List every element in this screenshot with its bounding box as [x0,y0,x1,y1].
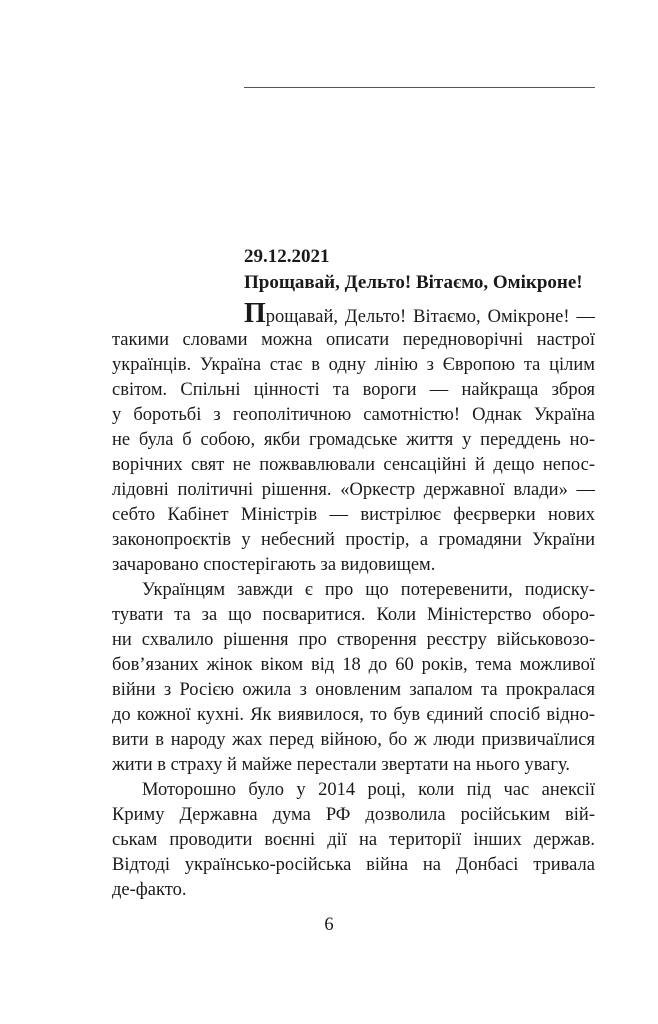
text-line: Криму Державна дума РФ дозволила російським вій- [112,805,595,825]
page-number: 6 [324,915,334,935]
text-line: війни з Росією ожила з оновленим запалом та прокралася [112,680,595,700]
text-line: ворічних свят не пожвавлювали сенсаційні й дещо непос- [112,455,595,475]
text-line-content: рощавай, Дельто! Вітаємо, Омікроне! — [265,307,595,327]
text-line: Відтоді українсько-російська війна на Донбасі тривала [112,855,595,875]
text-line: вити в народу жах перед війною, бо ж люди призвичаїлися [112,730,595,750]
text-line: бов’язаних жінок віком від 18 до 60 років, тема можливої [112,655,595,675]
text-line: світом. Спільні цінності та вороги — найкраща зброя [112,380,595,400]
text-line: зачаровано спостерігають за видовищем. [112,555,436,575]
text-line: такими словами можна описати передноворічні настрої [112,330,595,350]
text-line [244,298,595,329]
text-line: у боротьбі з геополітичною самотністю! Однак Україна [112,405,595,425]
text-line: де-факто. [112,880,187,900]
text-line: ни схвалило рішення про створення реєстру військовозо- [112,630,595,650]
text-line: ськам проводити воєнні дії на території інших держав. [112,830,595,850]
body-text [112,298,595,903]
header-rule [244,87,595,88]
text-line: Українцям завжди є про що потеревенити, подиску- [142,580,595,600]
text-line: українців. Україна стає в одну лінію з Європою та цілим [112,355,595,375]
text-line: тувати та за що посваритися. Коли Міністерство оборо- [112,605,595,625]
text-line: лідовні політичні рішення. «Оркестр державної влади» — [112,480,595,500]
drop-cap: П [244,298,266,329]
entry-date: 29.12.2021 [244,246,330,267]
entry-title: Прощавай, Дельто! Вітаємо, Омікроне! [244,272,583,293]
text-line: до кожної кухні. Як виявилося, то був єдиний спосіб відно- [112,705,595,725]
text-line: не була б собою, якби громадське життя у переддень но- [112,430,595,450]
text-line: законопроєктів у небесний простір, а громадяни України [112,530,595,550]
text-line: жити в страху й майже перестали звертати на нього увагу. [112,755,571,775]
text-line: Моторошно було у 2014 році, коли під час анексії [142,780,595,800]
text-line: себто Кабінет Міністрів — вистрілює феєрверки нових [112,505,595,525]
